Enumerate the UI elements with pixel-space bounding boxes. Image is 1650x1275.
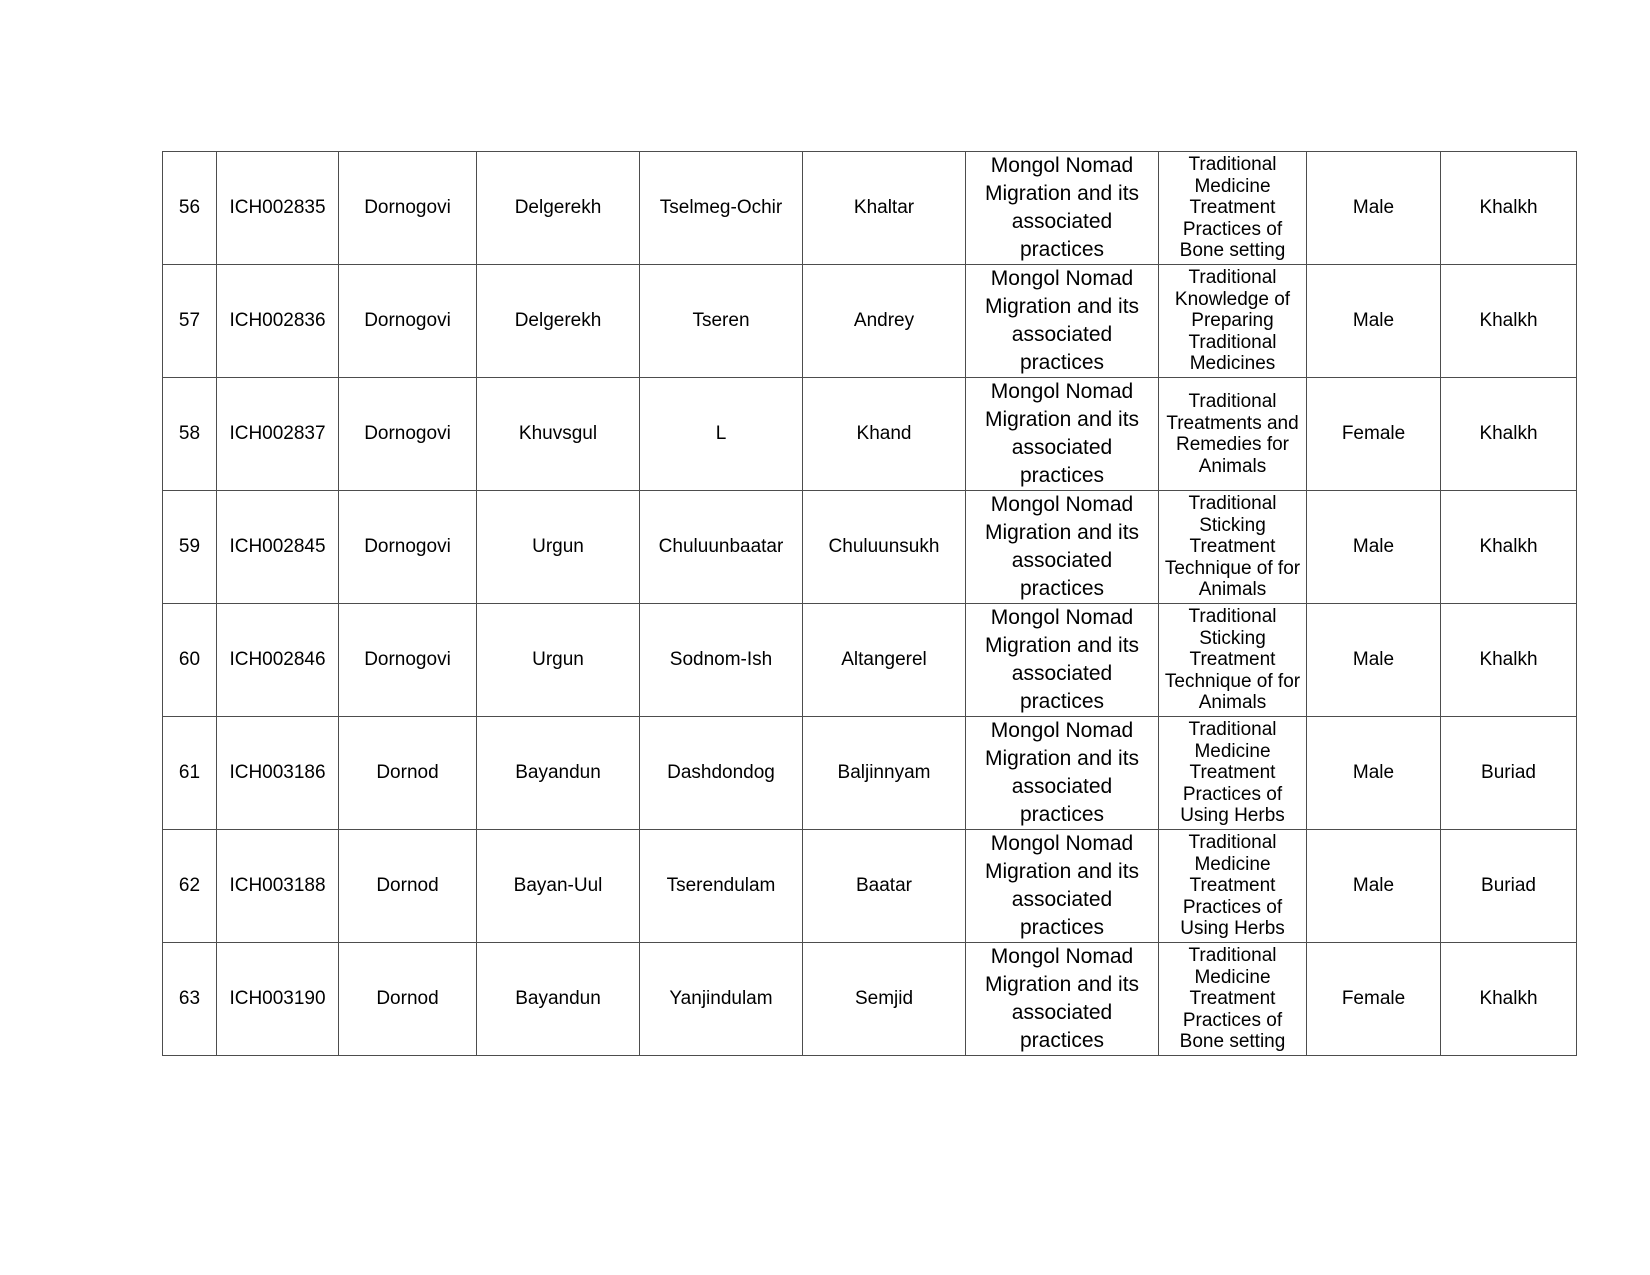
practice-cell: Traditional Knowledge of Preparing Traditional Medicines [1159, 265, 1307, 378]
given-name-cell: Semjid [803, 943, 966, 1056]
table-row [163, 604, 1577, 717]
surname-cell: Tserendulam [640, 830, 803, 943]
ethnicity-cell: Khalkh [1441, 265, 1577, 378]
given-name-cell: Altangerel [803, 604, 966, 717]
gender-cell: Male [1307, 717, 1441, 830]
element-id-cell: ICH003190 [217, 943, 339, 1056]
given-name-cell: Chuluunsukh [803, 491, 966, 604]
element-id-cell: ICH002835 [217, 152, 339, 265]
practice-cell: Traditional Medicine Treatment Practices of Bone setting [1159, 943, 1307, 1056]
soum-cell: Urgun [477, 604, 640, 717]
element-id-cell: ICH002837 [217, 378, 339, 491]
table-row [163, 152, 1577, 265]
gender-cell: Male [1307, 604, 1441, 717]
given-name-cell: Baatar [803, 830, 966, 943]
heritage-element-cell: Mongol Nomad Migration and its associated practices [966, 943, 1159, 1056]
surname-cell: Dashdondog [640, 717, 803, 830]
heritage-element-cell: Mongol Nomad Migration and its associated practices [966, 604, 1159, 717]
surname-cell: Yanjindulam [640, 943, 803, 1056]
surname-cell: L [640, 378, 803, 491]
soum-cell: Bayandun [477, 717, 640, 830]
province-cell: Dornod [339, 830, 477, 943]
province-cell: Dornogovi [339, 604, 477, 717]
gender-cell: Male [1307, 830, 1441, 943]
bearers-table [162, 151, 1577, 1056]
surname-cell: Chuluunbaatar [640, 491, 803, 604]
ethnicity-cell: Khalkh [1441, 604, 1577, 717]
heritage-element-cell: Mongol Nomad Migration and its associated practices [966, 717, 1159, 830]
row-number-cell: 60 [163, 604, 217, 717]
ethnicity-cell: Khalkh [1441, 378, 1577, 491]
soum-cell: Bayan-Uul [477, 830, 640, 943]
practice-cell: Traditional Sticking Treatment Technique of for Animals [1159, 604, 1307, 717]
gender-cell: Male [1307, 152, 1441, 265]
province-cell: Dornod [339, 943, 477, 1056]
province-cell: Dornogovi [339, 378, 477, 491]
surname-cell: Tseren [640, 265, 803, 378]
table-row [163, 378, 1577, 491]
soum-cell: Khuvsgul [477, 378, 640, 491]
heritage-element-cell: Mongol Nomad Migration and its associated practices [966, 491, 1159, 604]
row-number-cell: 57 [163, 265, 217, 378]
table-row [163, 943, 1577, 1056]
table-row [163, 265, 1577, 378]
ethnicity-cell: Khalkh [1441, 491, 1577, 604]
surname-cell: Tselmeg-Ochir [640, 152, 803, 265]
province-cell: Dornogovi [339, 152, 477, 265]
table-row [163, 491, 1577, 604]
heritage-element-cell: Mongol Nomad Migration and its associated practices [966, 152, 1159, 265]
gender-cell: Male [1307, 491, 1441, 604]
gender-cell: Female [1307, 943, 1441, 1056]
province-cell: Dornogovi [339, 265, 477, 378]
row-number-cell: 63 [163, 943, 217, 1056]
given-name-cell: Andrey [803, 265, 966, 378]
ethnicity-cell: Khalkh [1441, 943, 1577, 1056]
soum-cell: Delgerekh [477, 265, 640, 378]
heritage-element-cell: Mongol Nomad Migration and its associated practices [966, 830, 1159, 943]
row-number-cell: 62 [163, 830, 217, 943]
row-number-cell: 56 [163, 152, 217, 265]
table-row [163, 717, 1577, 830]
element-id-cell: ICH003186 [217, 717, 339, 830]
given-name-cell: Baljinnyam [803, 717, 966, 830]
surname-cell: Sodnom-Ish [640, 604, 803, 717]
heritage-element-cell: Mongol Nomad Migration and its associated practices [966, 378, 1159, 491]
element-id-cell: ICH002846 [217, 604, 339, 717]
practice-cell: Traditional Medicine Treatment Practices of Using Herbs [1159, 717, 1307, 830]
given-name-cell: Khand [803, 378, 966, 491]
practice-cell: Traditional Medicine Treatment Practices of Bone setting [1159, 152, 1307, 265]
gender-cell: Female [1307, 378, 1441, 491]
ethnicity-cell: Buriad [1441, 717, 1577, 830]
gender-cell: Male [1307, 265, 1441, 378]
ethnicity-cell: Buriad [1441, 830, 1577, 943]
table-body [163, 152, 1577, 1056]
row-number-cell: 61 [163, 717, 217, 830]
table-row [163, 830, 1577, 943]
practice-cell: Traditional Sticking Treatment Technique of for Animals [1159, 491, 1307, 604]
soum-cell: Urgun [477, 491, 640, 604]
soum-cell: Bayandun [477, 943, 640, 1056]
element-id-cell: ICH002845 [217, 491, 339, 604]
given-name-cell: Khaltar [803, 152, 966, 265]
practice-cell: Traditional Treatments and Remedies for Animals [1159, 378, 1307, 491]
element-id-cell: ICH002836 [217, 265, 339, 378]
practice-cell: Traditional Medicine Treatment Practices of Using Herbs [1159, 830, 1307, 943]
element-id-cell: ICH003188 [217, 830, 339, 943]
row-number-cell: 59 [163, 491, 217, 604]
soum-cell: Delgerekh [477, 152, 640, 265]
ethnicity-cell: Khalkh [1441, 152, 1577, 265]
province-cell: Dornogovi [339, 491, 477, 604]
row-number-cell: 58 [163, 378, 217, 491]
province-cell: Dornod [339, 717, 477, 830]
heritage-element-cell: Mongol Nomad Migration and its associated practices [966, 265, 1159, 378]
